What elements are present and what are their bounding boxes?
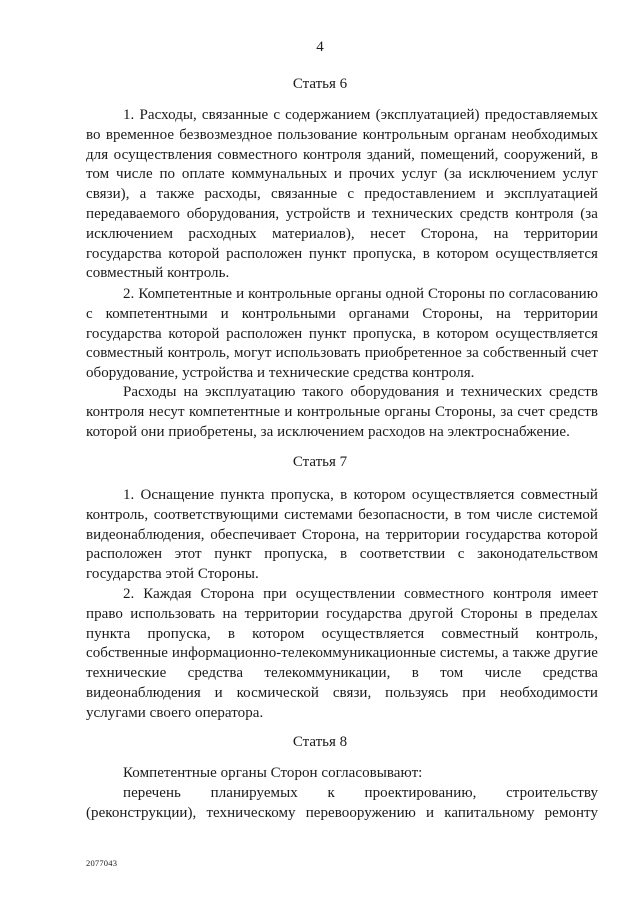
article-8-paragraph-1: Компетентные органы Сторон согласовывают: [123, 765, 423, 781]
article-7-paragraph-1: 1. Оснащение пункта пропуска, в котором осуществляется совместный контроль, соответствующими системами безопасности, в том числе системой видеонаблюдения, обеспечивает Сторона, на территории государства которой расположен этот пункт пропуска, в соответствии с законодательством государства этой Стороны. [86, 487, 598, 583]
document-code: 2077043 [86, 858, 118, 868]
article-7-heading: Статья 7 [292, 454, 348, 470]
article-8-heading: Статья 8 [292, 734, 348, 750]
article-6-paragraph-3: Расходы на эксплуатацию такого оборудования и технических средств контроля несут компетентные и контрольные органы Стороны, за счет средств которой они приобретены, за исключением расходов на электроснабжение. [86, 384, 598, 440]
page-number: 4 [316, 39, 324, 55]
article-8-paragraph-2: перечень планируемых к проектированию, строительству (реконструкции), техническому перевооружению и капитальному ремонту [86, 785, 598, 821]
article-6-paragraph-2: 2. Компетентные и контрольные органы одной Стороны по согласованию с компетентными и контрольными органами Стороны, на территории государства которой расположен пункт пропуска, в котором осуществляется совместный контроль, могут использовать приобретенное за собственный счет оборудование, устройства и технические средства контроля. [86, 286, 598, 382]
article-6-heading: Статья 6 [292, 76, 348, 92]
article-6-paragraph-1: 1. Расходы, связанные с содержанием (эксплуатацией) предоставляемых во временное безвозмездное пользование контрольным органам необходимых для осуществления совместного контроля зданий, помещений, сооружений, в том числе по оплате коммунальных и прочих услуг (за исключением услуг связи), а также расходы, связанные с предоставлением и эксплуатацией передаваемого оборудования, устройств и технических средств контроля (за исключением расходных материалов), несет Сторона, на территории государства которой расположен пункт пропуска, в котором осуществляется совместный контроль. [86, 107, 598, 282]
article-7-paragraph-2: 2. Каждая Сторона при осуществлении совместного контроля имеет право использовать на территории государства другой Стороны в пределах пункта пропуска, в котором осуществляется совместный контроль, собственные информационно-телекоммуникационные системы, а также другие технические средства телекоммуникации, в том числе средства видеонаблюдения и космической связи, пользуясь при необходимости услугами своего оператора. [86, 586, 598, 721]
